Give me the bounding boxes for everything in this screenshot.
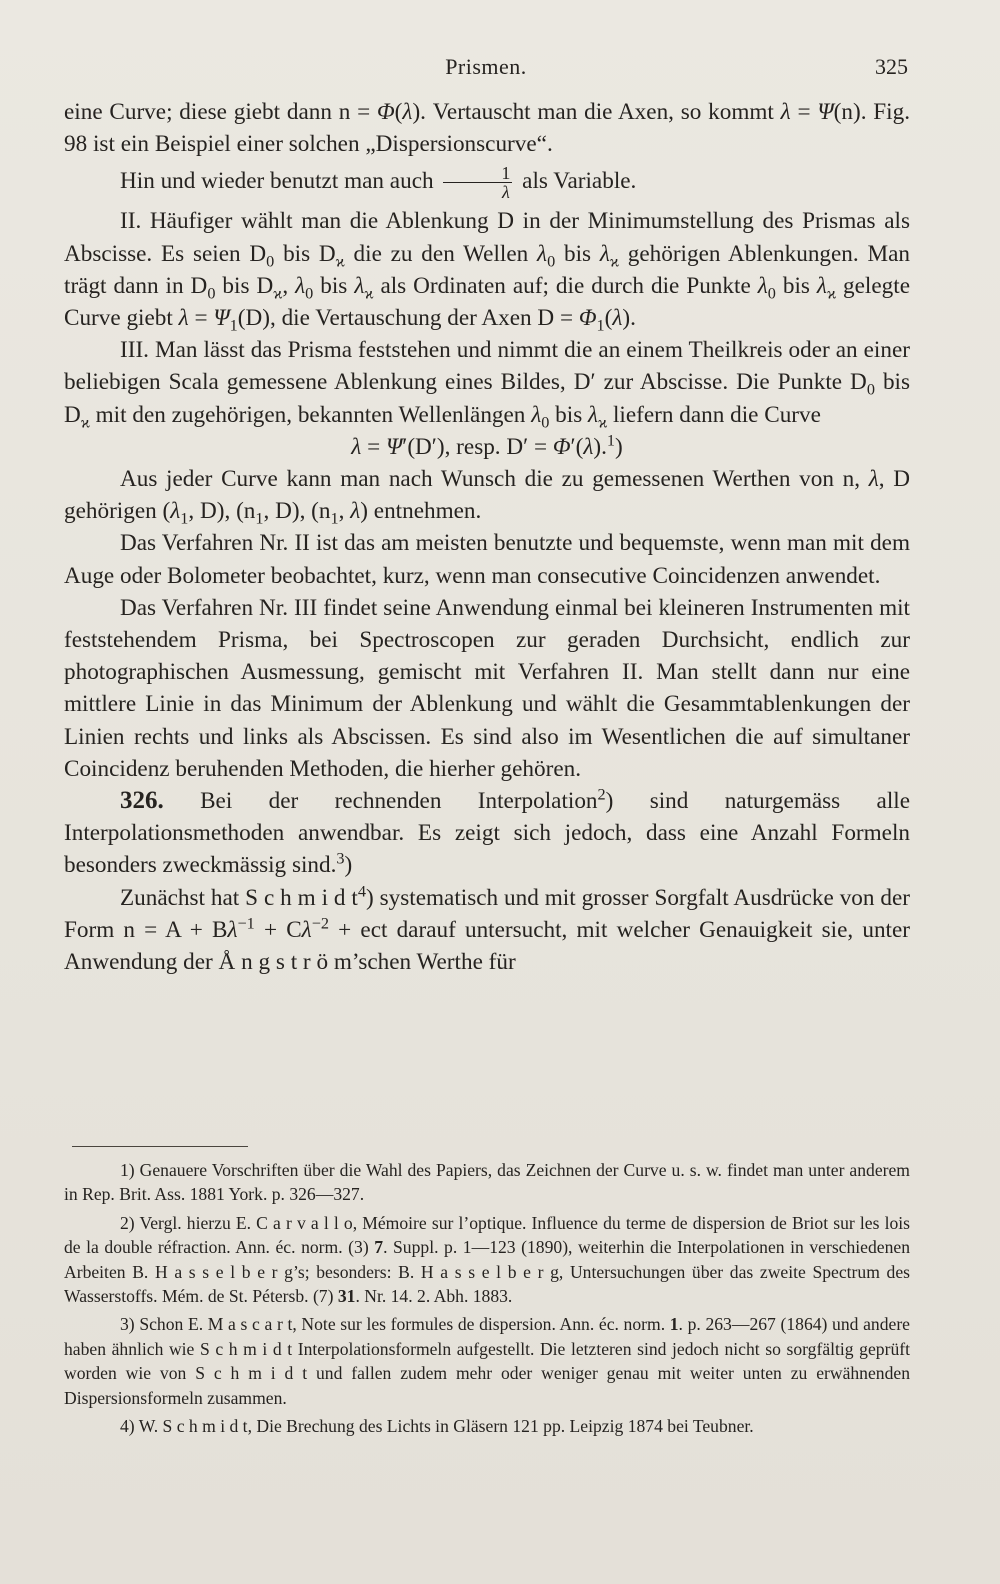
running-title: Prismen. <box>445 54 527 79</box>
page-number: 325 <box>875 54 908 79</box>
paragraph-section-326: 326. Bei der rechnenden Interpolation$^2$) sind naturgemäss alle Interpolationsmethoden anwendbar. Es zeigt sich jedoch, dass eine Anzahl Formeln besonders zweckmässig sind.$^3$) <box>64 785 910 879</box>
footnote-3: 3) Schon E. M a s c a r t, Note sur les formules de dispersion. Ann. éc. norm. 1. p. 263—267 (1864) und andere haben ähnlich wie S c h m i d t Interpolationsformeln aufgestellt. Die letzteren sind jedoch nicht so sorgfältig geprüft worden wie von S c h m i d t und fallen zudem mehr oder weniger genau mit weiter unten zu erwähnenden Dispersionsformeln zusammen. <box>64 1314 910 1408</box>
paragraph-method-iii: III. Man lässt das Prisma feststehen und nimmt die an einem Theilkreis oder an einer beliebigen Scala gemessene Ablenkung eines Bildes, D′ zur Abscisse. Die Punkte $D_0$ bis $D_ϰ$ mit den zugehörigen, bekannten Wellenlängen $\lambda_0$ bis $\lambda_ϰ$ liefern dann die Curve <box>64 337 911 432</box>
paragraph-read-values: Aus jeder Curve kann man nach Wunsch die zu gemessenen Werthen von n, λ, D gehörigen ($\lambda_1$, D), ($n_1$, D), ($n_1$, λ) entnehmen. <box>64 466 910 528</box>
footnotes <box>64 1158 910 1442</box>
paragraph-reciprocal-variable: Hin und wieder benutzt man auch $\frac{1}{\lambda}$ als Variable. <box>120 163 637 203</box>
paragraph-schmidt: Zunächst hat S c h m i d $t^4$) systematisch und mit grosser Sorgfalt Ausdrücke von der Form $n = A + B\lambda^{-1} + C\lambda^{-2}$ + ect darauf untersucht, mit welcher Genauigkeit sie, unter Anwendung der Å n g s t r ö m’schen Werthe für <box>64 881 911 976</box>
paragraph-method-ii-usage: Das Verfahren Nr. II ist das am meisten benutzte und bequemste, wenn man mit dem Auge oder Bolometer beobachtet, kurz, wenn man consecutive Coincidenzen anwendet. <box>64 530 910 589</box>
paragraph-method-iii-usage: Das Verfahren Nr. III findet seine Anwendung einmal bei kleineren Instrumenten mit feststehendem Prisma, bei Spectroscopen zur geraden Durchsicht, endlich zur photographischen Ausmessung, gemischt mit Verfahren II. Man stellt dann nur eine mittlere Linie in das Minimum der Ablenkung und wählt die Gesammtablenkungen der Linien rechts und links als Abscissen. Es sind also im Wesentlichen die auf simultaner Coincidenz beruhenden Methoden, die hierher gehören. <box>64 594 910 782</box>
main-text <box>64 96 910 978</box>
footnote-4: 4) W. S c h m i d t, Die Brechung des Lichts in Gläsern 121 pp. Leipzig 1874 bei Teubner. <box>120 1416 754 1437</box>
footnote-1: 1) Genauere Vorschriften über die Wahl des Papiers, das Zeichnen der Curve u. s. w. findet man unter anderem in Rep. Brit. Ass. 1881 York. p. 326—327. <box>64 1160 910 1205</box>
page-header <box>64 48 908 88</box>
paragraph-method-ii: II. Häufiger wählt man die Ablenkung D in der Minimumstellung des Prismas als Abscisse. Es seien $D_0$ bis $D_ϰ$ die zu den Wellen $\lambda_0$ bis $\lambda_ϰ$ gehörigen Ablenkungen. Man trägt dann in $D_0$ bis $D_ϰ$, $\lambda_0$ bis $\lambda_ϰ$ als Ordinaten auf; die durch die Punkte $\lambda_0$ bis $\lambda_ϰ$ gelegte Curve giebt $\lambda = \Psi_1(D)$, die Vertauschung der Axen $D = \Phi_1(\lambda)$. <box>64 208 910 335</box>
paragraph-curve-intro: eine Curve; diese giebt dann n = Φ(λ). Vertauscht man die Axen, so kommt λ = Ψ(n). Fig. 98 ist ein Beispiel einer solchen „Dispersionscurve“. <box>64 99 911 158</box>
footnote-2: 2) Vergl. hierzu E. C a r v a l l o, Mémoire sur l’optique. Influence du terme de dispersion de Briot sur les lois de la double réfraction. Ann. éc. norm. (3) 7. Suppl. p. 1—123 (1890), weiterhin die Interpolationen in verschiedenen Arbeiten B. H a s s e l b e r g’s; besonders: B. H a s s e l b e r g, Untersuchungen über das zweite Spectrum des Wasserstoffs. Mém. de St. Pétersb. (7) 31. Nr. 14. 2. Abh. 1883. <box>64 1212 910 1307</box>
footnote-divider <box>72 1146 248 1147</box>
formula-curve: λ = Ψ′(D′), resp. D′ = Φ′(λ).$^1$) <box>351 431 623 460</box>
